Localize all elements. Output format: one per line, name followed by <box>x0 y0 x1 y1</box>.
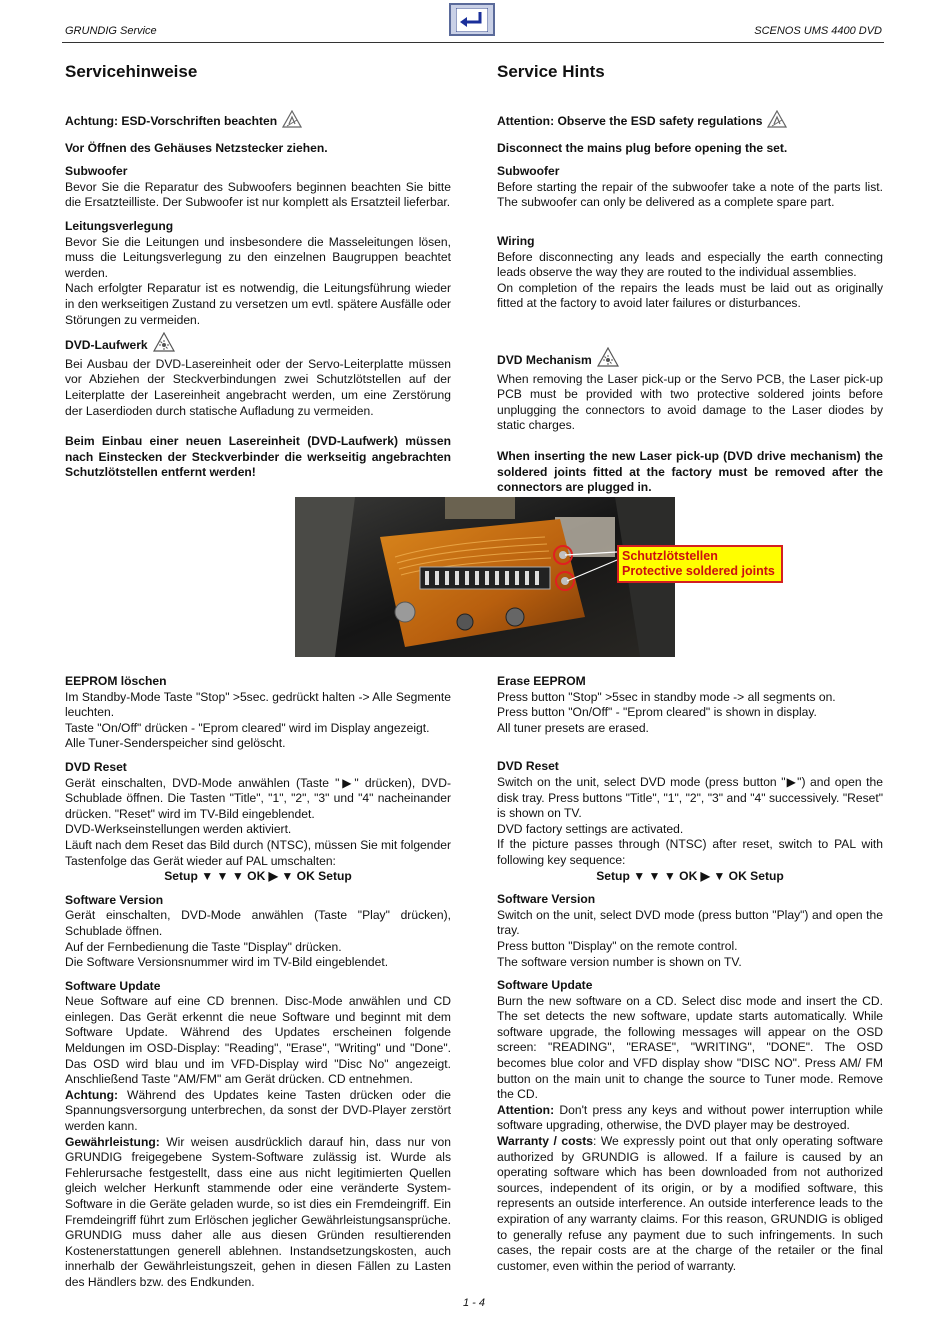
right-swversion-text-3: The software version number is shown on TV. <box>497 954 742 969</box>
left-title: Servicehinweise <box>65 62 198 81</box>
right-esd-text: Attention: Observe the ESD safety regulations <box>497 114 763 128</box>
callout-line-1: Schutzlötstellen <box>622 549 718 563</box>
left-wiring-text-2: Nach erfolgter Reparatur ist es notwendig, die Leitungsführung wieder in den werkseitigen Zustand zu versetzen um evtl. spätere Ausfälle oder Störungen zu vermeiden. <box>65 281 451 327</box>
right-wiring-text-1: Before disconnecting any leads and especially the earth connecting leads observe the way they are routed to the individual assemblies. <box>497 249 883 280</box>
left-reset-keys: Setup ▼ ▼ ▼ OK ▶ ▼ OK Setup <box>164 869 352 884</box>
right-swupdate-text: Burn the new software on a CD. Select disc mode and insert the CD. The set detects the new software, update starts automatically. While software upgrade, the following messages will appear on the OSD screen: "READING", "ERASE", "WRITING", "DONE". The OSD becomes blue color and VFD display show "DISC NO". Press AM/ FM button on the main unit to change the source to Tuner mode. Remove the CD. <box>497 993 883 1102</box>
right-reset-keys: Setup ▼ ▼ ▼ OK ▶ ▼ OK Setup <box>596 868 784 883</box>
left-wiring-text-1: Bevor Sie die Leitungen und insbesondere die Masseleitungen lösen, muss die Leitungsverlegung zu den einzelnen Baugruppen beachtet werden. <box>65 234 451 280</box>
right-swupdate-warranty <box>497 1134 883 1274</box>
left-warranty-text: Wir weisen ausdrücklich darauf hin, dass nur von GRUNDIG freigegebene System-Software zulässig ist. Wurde als Fehlerursache festgestellt, dass eine aus nicht legitimierten Quellen gleich welcher Herkunft stammende oder eine veränderte System-Software in die Geräte geladen wurde, so ist dies ein Fremdeingriff. Ein Fremdeingriff führt zum Erlöschen jeglicher Gewährleistungsansprüche. GRUNDIG muss daher alle aus diesen Gründen resultierenden Kostenerstattungen generell ablehnen. Instandsetzungskosten, auch innerhalb der Gewährleistungszeit, gehen in diesen Fällen zu Lasten des Händlers bzw. des Endkunden. <box>65 1134 451 1289</box>
right-swupdate-heading: Software Update <box>497 978 593 993</box>
left-reset-text-2: DVD-Werkseinstellungen werden aktiviert. <box>65 822 292 837</box>
right-subwoofer-text: Before starting the repair of the subwoofer take a note of the parts list. The subwoofer can only be delivered as a complete spare part. <box>497 179 883 210</box>
laser-warning-icon <box>153 332 175 357</box>
left-swupdate-attention <box>65 1088 451 1135</box>
right-mains: Disconnect the mains plug before opening the set. <box>497 140 788 155</box>
right-column-bottom <box>497 674 883 1274</box>
left-eeprom-text-3: Alle Tuner-Senderspeicher sind gelöscht. <box>65 736 286 751</box>
back-arrow-icon <box>456 8 488 32</box>
right-warranty-label: Warranty / costs <box>497 1134 593 1149</box>
left-reset-heading: DVD Reset <box>65 759 127 774</box>
right-reset-heading: DVD Reset <box>497 759 559 774</box>
right-eeprom-text-2: Press button "On/Off" - "Eprom cleared" is shown in display. <box>497 705 817 720</box>
left-swversion-text-2: Auf der Fernbedienung die Taste "Display" drücken. <box>65 939 342 954</box>
right-dvd-heading <box>497 347 883 372</box>
right-subwoofer-heading: Subwoofer <box>497 164 560 179</box>
right-wiring-text-2: On completion of the repairs the leads must be laid out as originally fitted at the factory to avoid later failures or disturbances. <box>497 280 883 311</box>
left-swupdate-heading: Software Update <box>65 978 161 993</box>
right-reset-text-1: Switch on the unit, select DVD mode (press button "▶") and open the disk tray. Press buttons "Title", "1", "2", "3" and "4" successively. "Reset" is shown on TV. <box>497 774 883 821</box>
right-eeprom-text-1: Press button "Stop" >5sec in standby mode -> all segments on. <box>497 689 836 704</box>
right-dvd-bold: When inserting the new Laser pick-up (DVD drive mechanism) the soldered joints fitted at the factory must be removed after the connectors are plugged in. <box>497 448 883 495</box>
laser-warning-icon <box>597 347 619 372</box>
right-attention-label: Attention: <box>497 1102 555 1117</box>
page-number: 1 - 4 <box>463 1297 486 1309</box>
left-dvd-heading-text: DVD-Laufwerk <box>65 338 148 353</box>
left-dvd-heading <box>65 332 451 357</box>
right-swupdate-attention <box>497 1103 883 1134</box>
right-dvd-heading-text: DVD Mechanism <box>497 352 592 367</box>
left-column-top <box>65 64 451 481</box>
left-mains: Vor Öffnen des Gehäuses Netzstecker ziehen. <box>65 140 328 155</box>
right-reset-text-3: If the picture passes through (NTSC) after reset, switch to PAL with following key sequence: <box>497 837 883 867</box>
right-eeprom-text-3: All tuner presets are erased. <box>497 720 649 735</box>
left-esd-text: Achtung: ESD-Vorschriften beachten <box>65 114 278 128</box>
callout-label <box>617 545 783 583</box>
left-reset-text-3: Läuft nach dem Reset das Bild durch (NTSC), müssen Sie mit folgender Tastenfolge das Gerät wieder auf PAL umschalten: <box>65 837 451 868</box>
back-button[interactable] <box>449 3 495 36</box>
left-attention-text: Während des Updates keine Tasten drücken oder die Spannungsversorgung unterbrechen, da sonst der DVD-Player zerstört werden kann. <box>65 1087 451 1134</box>
right-swversion-heading: Software Version <box>497 892 596 907</box>
right-eeprom-heading: Erase EEPROM <box>497 674 586 688</box>
right-esd-heading <box>497 110 883 133</box>
left-subwoofer-heading: Subwoofer <box>65 164 128 179</box>
left-column-bottom <box>65 674 451 1291</box>
right-wiring-heading: Wiring <box>497 233 535 248</box>
left-subwoofer-text: Bevor Sie die Reparatur des Subwoofers beginnen beachten Sie bitte die Ersatzteilliste. Der Subwoofer ist nur komplett als Ersatzteil lieferbar. <box>65 179 451 210</box>
right-title: Service Hints <box>497 62 605 81</box>
right-swversion-text-2: Press button "Display" on the remote control. <box>497 938 738 953</box>
left-attention-label: Achtung: <box>65 1087 119 1102</box>
left-warranty-label: Gewährleistung: <box>65 1134 160 1149</box>
right-swversion-text-1: Switch on the unit, select DVD mode (press button "Play") and open the tray. <box>497 907 883 938</box>
left-eeprom-heading: EEPROM löschen <box>65 674 167 688</box>
left-swupdate-warranty <box>65 1135 451 1291</box>
esd-warning-icon <box>282 110 302 133</box>
callout-line-2: Protective soldered joints <box>622 564 775 578</box>
left-swupdate-text: Neue Software auf eine CD brennen. Disc-Mode anwählen und CD einlegen. Das Gerät erkennt die neue Software und beginnt mit dem Software Update. Während des Updates erscheinen folgende Meldungen im OSD-Display: "Reading", "Erase", "Writing" und "Done". Das OSD wird blau und im VFD-Display wird "Disc No" angezeigt. Anschließend Taste "AM/FM" am Gerät drücken. CD entnehmen. <box>65 994 451 1087</box>
left-swversion-text-3: Die Software Versionsnummer wird im TV-Bild eingeblendet. <box>65 955 389 970</box>
left-dvd-text: Bei Ausbau der DVD-Lasereinheit oder der Servo-Leiterplatte müssen vor Abziehen der Steckverbindungen zwei Schutzlötstellen auf der Leiterplatte der Lasereinheit angebracht werden, um eine Zerstörung der Laserdioden durch statische Aufladung zu vermeiden. <box>65 356 451 418</box>
right-attention-text: Don't press any keys and without power interruption while software upgrading, otherwise, the DVD player may be destroyed. <box>497 1102 883 1133</box>
left-wiring-heading: Leitungsverlegung <box>65 218 174 233</box>
left-esd-heading <box>65 110 451 133</box>
right-column-top <box>497 64 883 496</box>
left-eeprom-text-1: Im Standby-Mode Taste "Stop" >5sec. gedrückt halten -> Alle Segmente leuchten. <box>65 689 451 720</box>
left-swversion-heading: Software Version <box>65 892 164 907</box>
right-reset-text-2: DVD factory settings are activated. <box>497 821 684 836</box>
header-divider <box>62 42 884 43</box>
header-left: GRUNDIG Service <box>65 25 157 37</box>
left-reset-text-1: Gerät einschalten, DVD-Mode anwählen (Taste "▶" drücken), DVD-Schublade öffnen. Die Tasten "Title", "1", "2", "3" und "4" nacheinander drücken. "Reset" wird im TV-Bild eingeblendet. <box>65 775 451 821</box>
header-right: SCENOS UMS 4400 DVD <box>754 25 882 37</box>
left-dvd-bold: Beim Einbau einer neuen Lasereinheit (DVD-Laufwerk) müssen nach Einstecken der Steckverbinder die werkseitig angebrachten Schutzlötstellen entfernt werden! <box>65 434 451 480</box>
callout-pointer <box>560 540 620 590</box>
right-dvd-text: When removing the Laser pick-up or the Servo PCB, the Laser pick-up PCB must be provided with two protective soldered joints before unplugging the connectors to avoid damage to the Laser diodes by static charges. <box>497 371 883 433</box>
left-swversion-text-1: Gerät einschalten, DVD-Mode anwählen (Taste "Play" drücken), Schublade öffnen. <box>65 908 451 938</box>
esd-warning-icon <box>767 110 787 133</box>
right-warranty-text: : We expressly point out that only operating software authorized by GRUNDIG is allowed. If a failure is caused by an operating software which has been downloaded from not authorized sources, independent of its origin, or by a modified software, this represents an outside interference. An outside interference leads to the expiration of any warranty claims. For this reason, GRUNDIG is obliged to generally refuse any payment due to such infringements. In such cases, the repair costs are at the charge of the retailer or the final customer, even within the period of warranty. <box>497 1134 883 1273</box>
left-eeprom-text-2: Taste "On/Off" drücken - "Eprom cleared" wird im Display angezeigt. <box>65 720 430 735</box>
